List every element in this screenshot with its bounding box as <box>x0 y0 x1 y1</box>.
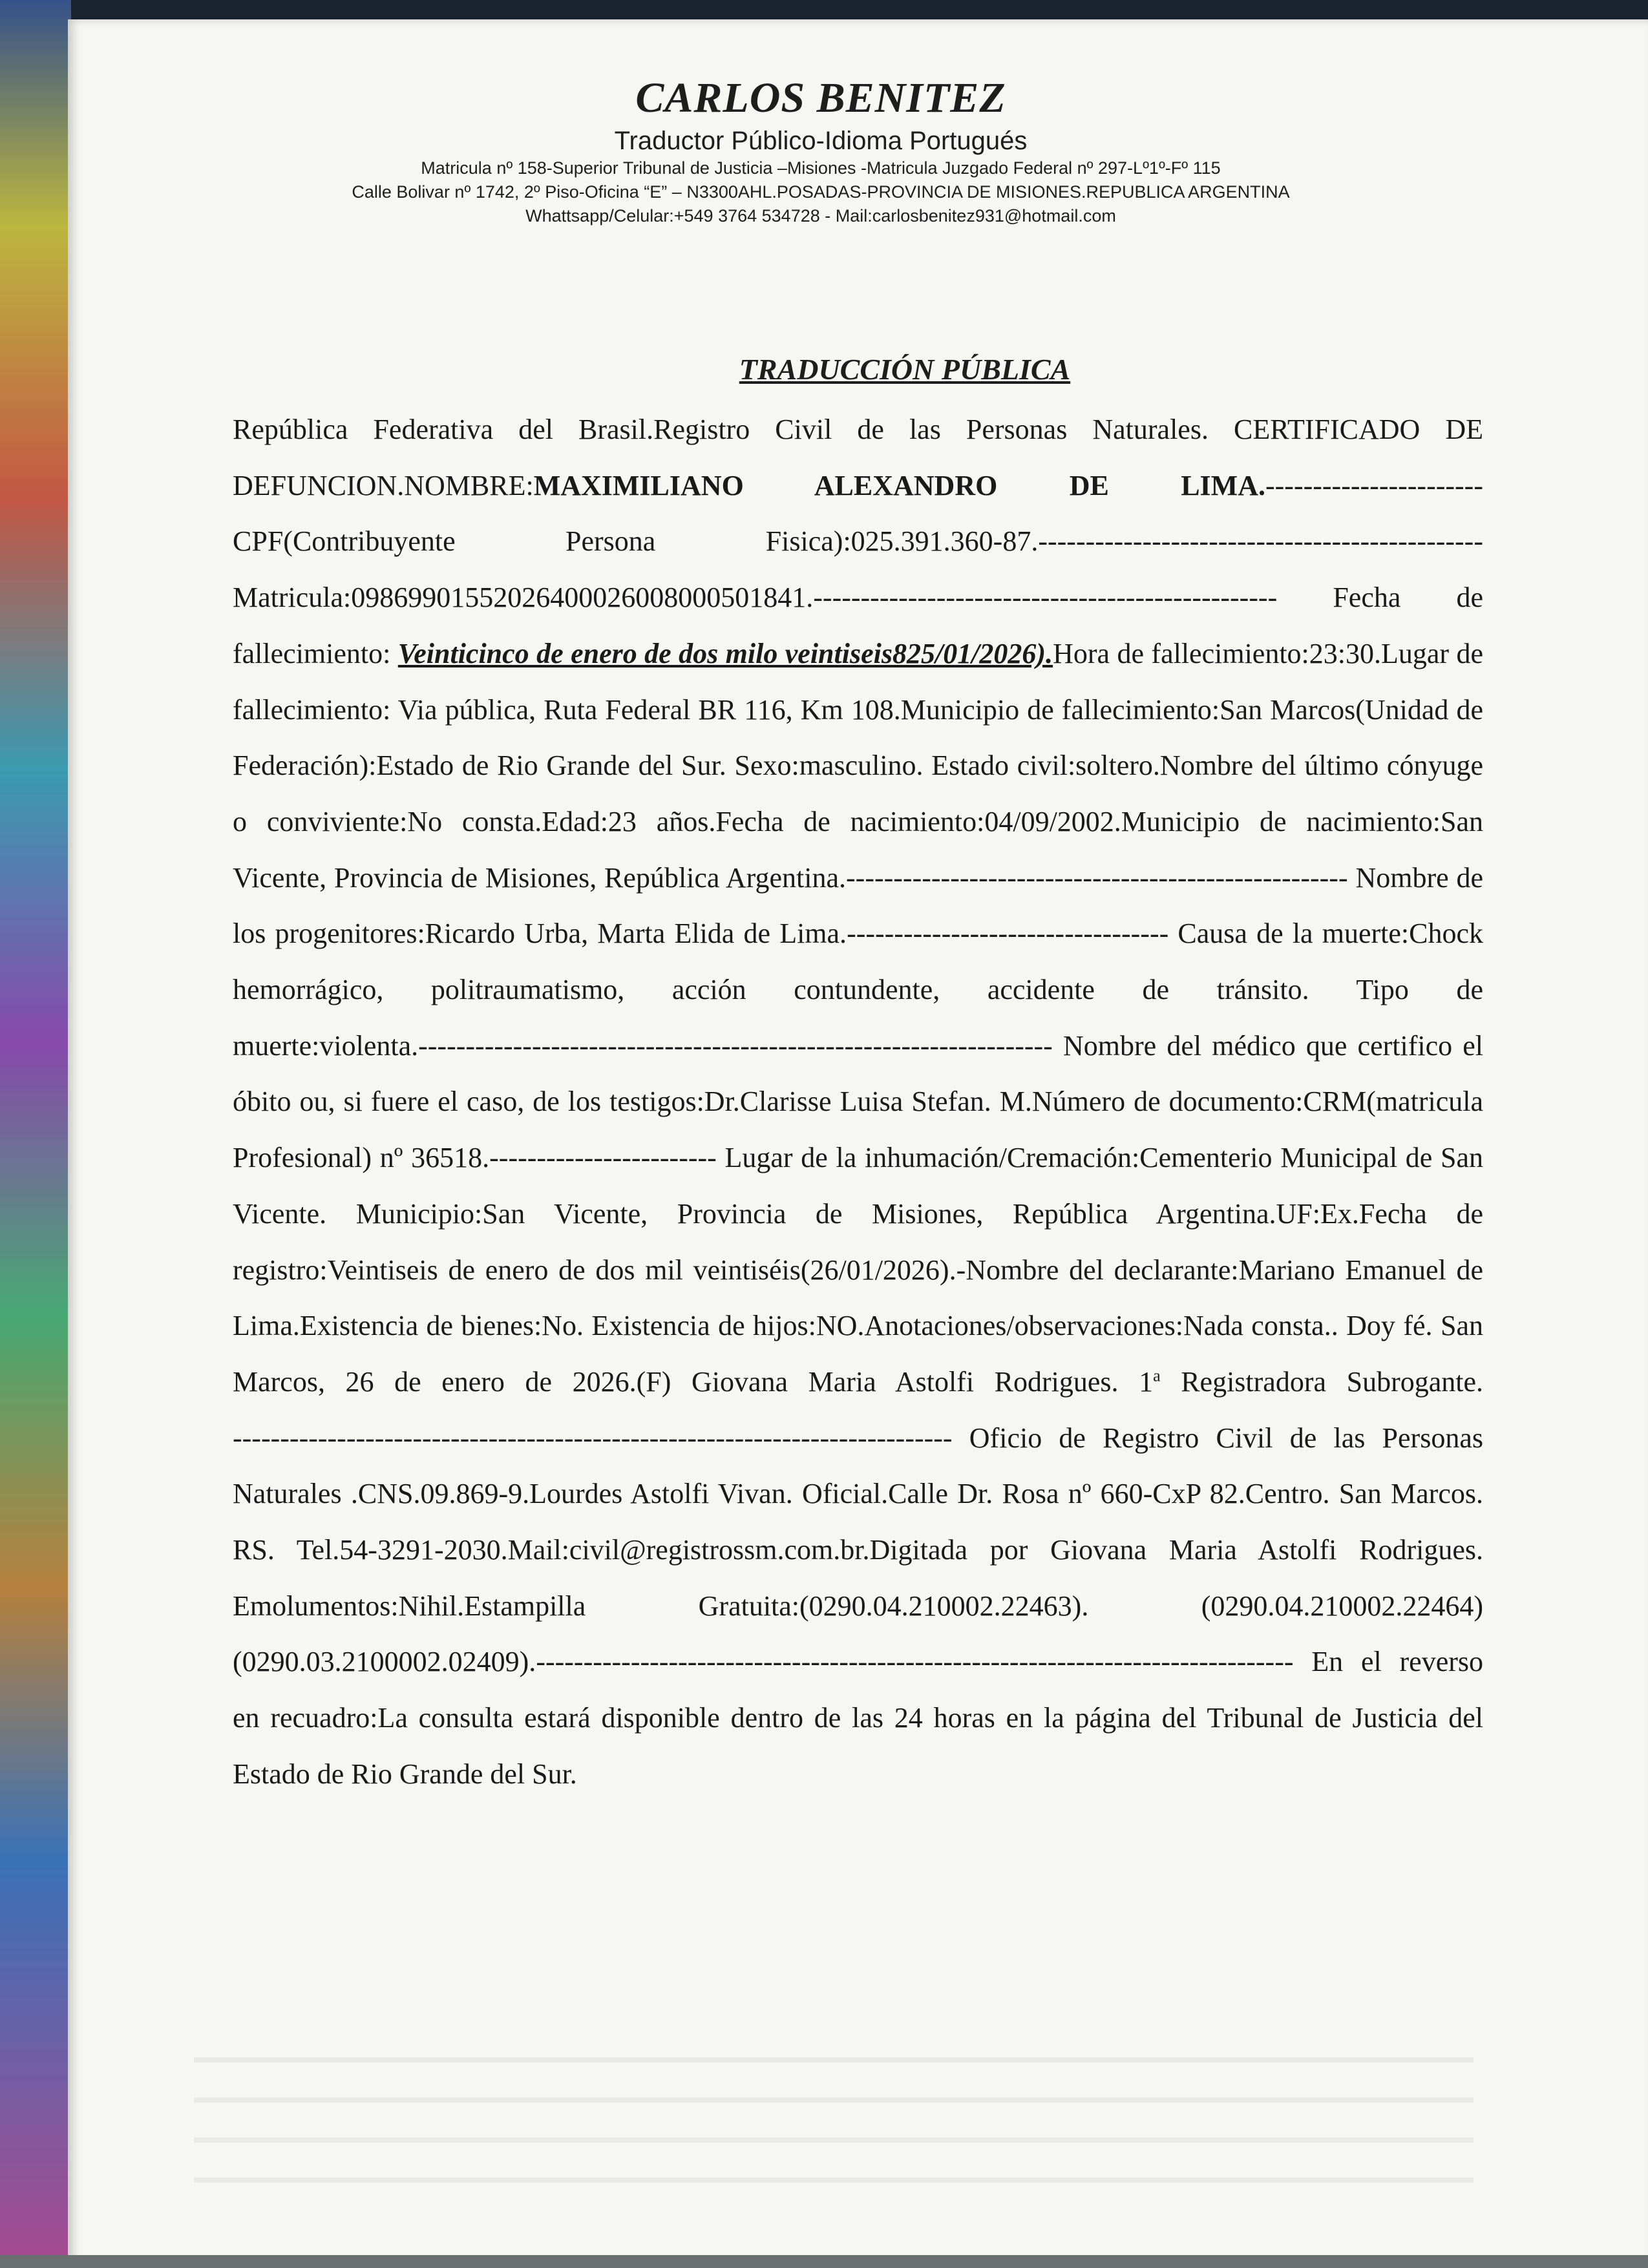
registration-line: Matricula nº 158-Superior Tribunal de Justicia –Misiones -Matricula Juzgado Federal nº 297-Lº1º-Fº 115 <box>421 158 1221 178</box>
address-line: Calle Bolivar nº 1742, 2º Piso-Oficina “E” – N3300AHL.POSADAS-PROVINCIA DE MISIONES.REPUBLICA ARGENTINA <box>352 182 1290 202</box>
filler-dashes: ---------------------------------- <box>847 918 1169 950</box>
scanner-color-strip <box>0 0 71 2268</box>
filler-dashes: ----------------------- <box>1265 469 1483 501</box>
filler-dashes: -------------------------------------------------------------------------------- <box>536 1646 1294 1678</box>
filler-dashes: ------------------------------------------------------------------- <box>418 1029 1053 1062</box>
contact-line: Whattsapp/Celular:+549 3764 534728 - Mail:carlosbenitez931@hotmail.com <box>525 206 1116 226</box>
scan-bottom-edge <box>0 2255 1648 2268</box>
intro-text: República Federativa del Brasil.Registro Civil de las Personas Naturales. CERTIFICADO DE DEFUNCION.NOMBRE: <box>233 414 1483 501</box>
registrar-text: Registradora Subrogante. <box>1160 1365 1483 1398</box>
translation-body <box>233 402 1483 1803</box>
parents-text: Nombre de los progenitores:Ricardo Urba, Marta Elida de Lima. <box>233 861 1484 950</box>
reverse-side-text: En el reverso en recuadro:La consulta estará disponible dentro de las 24 horas en la página del Tribunal de Justicia del Estado de Rio Grande del Sur. <box>233 1646 1483 1790</box>
filler-dashes: ------------------------ <box>489 1142 717 1174</box>
translator-name: CARLOS BENITEZ <box>635 74 1006 121</box>
ordinal-superscript: a <box>1153 1366 1161 1385</box>
letterhead <box>213 71 1428 228</box>
death-date-value: Veinticinco de enero de dos milo veintiseis825/01/2026). <box>397 637 1053 669</box>
filler-dashes: ------------------------------------------------- <box>813 582 1278 614</box>
filler-dashes: ----------------------------------------------- <box>1038 525 1483 558</box>
cpf-text: CPF(Contribuyente Persona Fisica):025.391.360-87. <box>233 525 1039 558</box>
burial-text: Lugar de la inhumación/Cremación:Cementerio Municipal de San Vicente. Municipio:San Vicente, Provincia de Misiones, República Argentina.UF:Ex.Fecha de registro:Veintiseis de enero de dos mil veintiséis(26/01/2026).-Nombre del declarante:Mariano Emanuel de Lima.Existencia de bienes:No. Existencia de hijos:NO.Anotaciones/observaciones:Nada consta.. Doy fé. San Marcos, 26 de enero de 2026.(F) Giovana Maria Astolfi Rodrigues. 1 <box>233 1142 1484 1398</box>
matricula-text: Matricula:09869901552026400026008000501841. <box>233 582 814 614</box>
registry-office-text: Oficio de Registro Civil de las Personas Naturales .CNS.09.869-9.Lourdes Astolfi Vivan. Oficial.Calle Dr. Rosa nº 660-CxP 82.Centro. San Marcos. RS. Tel.54-3291-2030.Mail:civil@registrossm.com.br.Digitada por Giovana Maria Astolfi Rodrigues. Emolumentos:Nihil.Estampilla Gratuita:(0290.04.210002.22463). (0290.04.210002.22464) (0290.03.2100002.02409). <box>233 1422 1483 1678</box>
deceased-name: MAXIMILIANO ALEXANDRO DE LIMA. <box>533 469 1265 501</box>
death-details: Hora de fallecimiento:23:30.Lugar de fallecimiento: Via pública, Ruta Federal BR 116, Km 108.Municipio de fallecimiento:San Marcos(Unidad de Federación):Estado de Rio Grande del Sur. Sexo:masculino. Estado civil:soltero.Nombre del último cónyuge o conviviente:No consta.Edad:23 años.Fecha de nacimiento:04/09/2002.Municipio de nacimiento:San Vicente, Provincia de Misiones, República Argentina. <box>233 637 1484 894</box>
cause-of-death-text: Causa de la muerte:Chock hemorrágico, politraumatismo, acción contundente, accidente de tránsito. Tipo de muerte:violenta. <box>233 918 1484 1062</box>
bleed-through-marks <box>194 2022 1474 2216</box>
filler-dashes: ---------------------------------------------------------------------------- <box>233 1422 953 1454</box>
death-date-label: Fecha de fallecimiento: <box>233 582 1484 669</box>
physician-text: Nombre del médico que certifico el óbito ou, si fuere el caso, de los testigos:Dr.Clarisse Luisa Stefan. M.Número de documento:CRM(matricula Profesional) nº 36518. <box>233 1029 1484 1174</box>
document-title: TRADUCCIÓN PÚBLICA <box>739 353 1071 386</box>
filler-dashes: ----------------------------------------------------- <box>846 861 1348 894</box>
translator-title: Traductor Público-Idioma Portugués <box>614 127 1028 155</box>
